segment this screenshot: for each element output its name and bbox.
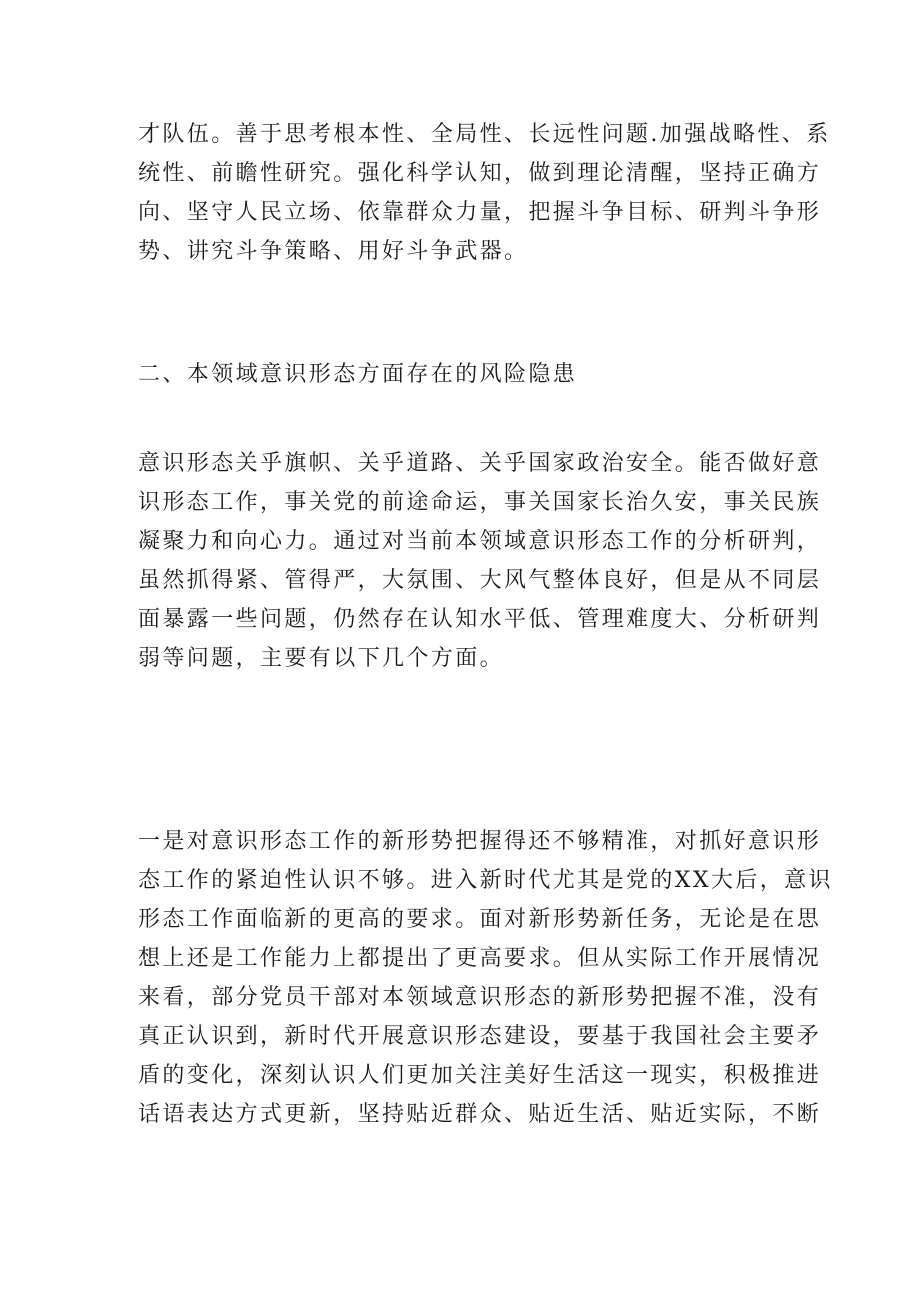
paragraph-line: 才队伍。善于思考根本性、全局性、长远性问题.加强战略性、系	[138, 122, 831, 147]
paragraph-line: 态工作的紧迫性认识不够。进入新时代尤其是党的XX大后，意识	[138, 868, 833, 893]
paragraph-line: 真正认识到，新时代开展意识形态建设，要基于我国社会主要矛	[138, 1024, 822, 1049]
paragraph-continuation	[138, 115, 831, 271]
paragraph-line: 来看，部分党员干部对本领域意识形态的新形势把握不准，没有	[138, 985, 822, 1010]
paragraph-point-one	[138, 822, 833, 1134]
paragraph-line: 形态工作面临新的更高的要求。面对新形势新任务，无论是在思	[138, 907, 822, 932]
paragraph-line: 向、坚守人民立场、依靠群众力量，把握斗争目标、研判斗争形	[138, 200, 822, 225]
paragraph-line: 意识形态关乎旗帜、关乎道路、关乎国家政治安全。能否做好意	[138, 451, 822, 476]
section-heading-text: 二、本领域意识形态方面存在的风险隐患	[138, 362, 578, 387]
paragraph-line: 虽然抓得紧、管得严，大氛围、大风气整体良好，但是从不同层	[138, 568, 822, 593]
paragraph-line: 盾的变化，深刻认识人们更加关注美好生活这一现实，积极推进	[138, 1063, 822, 1088]
section-heading	[138, 355, 788, 394]
paragraph-line: 凝聚力和向心力。通过对当前本领域意识形态工作的分析研判，	[138, 529, 822, 554]
paragraph-line: 面暴露一些问题，仍然存在认知水平低、管理难度大、分析研判	[138, 607, 822, 632]
paragraph-risks-intro	[138, 444, 822, 678]
paragraph-line: 统性、前瞻性研究。强化科学认知，做到理论清醒，坚持正确方	[138, 161, 822, 186]
paragraph-line: 势、讲究斗争策略、用好斗争武器。	[138, 239, 529, 264]
paragraph-line: 识形态工作，事关党的前途命运，事关国家长治久安，事关民族	[138, 490, 822, 515]
paragraph-line: 一是对意识形态工作的新形势把握得还不够精准，对抓好意识形	[138, 829, 822, 854]
paragraph-line: 想上还是工作能力上都提出了更高要求。但从实际工作开展情况	[138, 946, 822, 971]
paragraph-line: 话语表达方式更新，坚持贴近群众、贴近生活、贴近实际，不断	[138, 1102, 822, 1127]
paragraph-line: 弱等问题，主要有以下几个方面。	[138, 646, 505, 671]
